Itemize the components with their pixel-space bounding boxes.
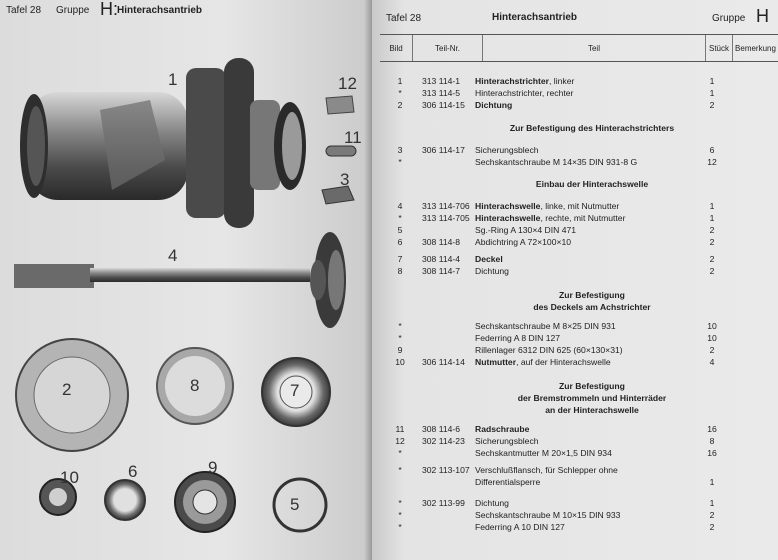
cell-stueck: 10 xyxy=(707,333,717,343)
cell-teil-nr: 306 114-17 xyxy=(422,145,465,155)
cell-stueck: 2 xyxy=(709,254,715,264)
column-header-stueck: Stück xyxy=(705,35,732,61)
cell-bild: 7 xyxy=(397,254,403,264)
cell-teil-bold: Hinterachswelle xyxy=(475,213,541,223)
callout-12: 12 xyxy=(338,74,357,93)
cell-bild: 3 xyxy=(397,145,403,155)
cell-teil xyxy=(475,521,565,533)
cell-teil xyxy=(475,356,611,368)
section-heading: Einbau der Hinterachswelle xyxy=(535,179,649,189)
cell-teil-bold: Nutmutter xyxy=(475,357,517,367)
table-row xyxy=(372,200,778,212)
cell-bild: * xyxy=(398,498,402,508)
table-row xyxy=(372,521,778,533)
section-heading: an der Hinterachswelle xyxy=(545,405,639,415)
cell-teil-nr: 313 114-705 xyxy=(422,213,470,223)
cell-bild: * xyxy=(398,522,402,532)
table-row xyxy=(372,144,778,156)
cell-teil-rest: Verschlußflansch, für Schlepper ohne xyxy=(475,465,618,475)
table-row xyxy=(372,265,778,277)
table-row xyxy=(372,423,778,435)
table-row xyxy=(372,476,778,488)
cell-teil-rest: Sechskantschraube M 14×35 DIN 931-8 G xyxy=(475,157,638,167)
exploded-parts-drawing xyxy=(0,0,372,560)
cell-bild: 12 xyxy=(395,436,405,446)
callout-4: 4 xyxy=(168,246,178,265)
callout-10: 10 xyxy=(60,468,79,487)
table-row xyxy=(372,497,778,509)
cell-bild: * xyxy=(398,333,402,343)
table-row xyxy=(372,75,778,87)
section-heading: Zur Befestigung xyxy=(559,381,625,391)
cell-bild: 8 xyxy=(397,266,403,276)
cell-teil-rest: Abdichtring A 72×100×10 xyxy=(475,237,572,247)
table-row xyxy=(372,236,778,248)
cell-stueck: 1 xyxy=(709,498,715,508)
right-gruppe-label: Gruppe xyxy=(712,13,746,24)
cell-stueck: 2 xyxy=(709,266,715,276)
cell-teil-nr: 306 114-15 xyxy=(422,100,465,110)
table-row xyxy=(372,332,778,344)
cell-teil xyxy=(475,509,620,521)
table-row xyxy=(372,156,778,168)
cell-stueck: 1 xyxy=(709,477,715,487)
table-row xyxy=(372,253,778,265)
cell-stueck: 1 xyxy=(709,213,715,223)
cell-teil xyxy=(475,144,539,156)
cell-bild: 5 xyxy=(397,225,403,235)
table-row xyxy=(372,356,778,368)
cell-teil-rest: , auf der Hinterachswelle xyxy=(516,357,611,367)
cell-teil xyxy=(475,99,512,111)
cell-stueck: 2 xyxy=(709,345,715,355)
right-page-parts-list xyxy=(372,0,778,560)
cell-teil-nr: 302 113-107 xyxy=(422,465,470,475)
callout-11: 11 xyxy=(344,128,362,147)
left-gruppe-letter: H: xyxy=(100,0,118,19)
cell-teil xyxy=(475,253,503,265)
cell-teil-nr: 302 114-23 xyxy=(422,436,465,446)
cell-stueck: 2 xyxy=(709,510,715,520)
cell-teil xyxy=(475,156,637,168)
callout-1: 1 xyxy=(168,70,178,89)
cell-stueck: 12 xyxy=(707,157,717,167)
cell-teil xyxy=(475,447,612,459)
cell-teil-rest: Federring A 8 DIN 127 xyxy=(475,333,561,343)
cell-teil-rest: Sechskantmutter M 20×1,5 DIN 934 xyxy=(475,448,612,458)
left-page-title: Hinterachsantrieb xyxy=(117,5,203,16)
cell-teil xyxy=(475,497,509,509)
table-row xyxy=(372,99,778,111)
cell-bild: 10 xyxy=(395,357,405,367)
callout-5: 5 xyxy=(290,495,300,514)
cell-bild: * xyxy=(398,448,402,458)
table-row xyxy=(372,212,778,224)
table-row xyxy=(372,87,778,99)
cell-stueck: 2 xyxy=(709,100,715,110)
cell-bild: * xyxy=(398,321,402,331)
column-header-teil-nr: Teil-Nr. xyxy=(412,35,482,61)
cell-teil-rest: Sg.-Ring A 130×4 DIN 471 xyxy=(475,225,577,235)
callout-7: 7 xyxy=(290,381,300,400)
cell-bild: 9 xyxy=(397,345,403,355)
cell-stueck: 8 xyxy=(709,436,715,446)
table-row xyxy=(372,320,778,332)
cell-teil-rest: Sicherungsblech xyxy=(475,436,539,446)
cell-teil-bold: Deckel xyxy=(475,254,503,264)
section-heading: Zur Befestigung xyxy=(559,290,625,300)
circlip xyxy=(274,479,326,531)
section-heading: der Bremstrommeln und Hinterräder xyxy=(517,393,667,403)
cell-teil xyxy=(475,265,509,277)
cell-teil xyxy=(475,320,616,332)
cell-stueck: 2 xyxy=(709,225,715,235)
cell-teil-nr: 308 114-8 xyxy=(422,237,461,247)
callout-9: 9 xyxy=(208,458,218,477)
left-tafel-label: Tafel 28 xyxy=(6,5,42,16)
cell-teil xyxy=(475,224,576,236)
cell-teil xyxy=(475,212,625,224)
callout-2: 2 xyxy=(62,380,72,399)
cell-bild: 11 xyxy=(395,424,405,434)
right-gruppe-letter: H xyxy=(756,6,769,26)
right-tafel-label: Tafel 28 xyxy=(386,13,422,24)
cell-teil-rest: Sechskantschraube M 10×15 DIN 933 xyxy=(475,510,621,520)
cell-teil-rest: Sechskantschraube M 8×25 DIN 931 xyxy=(475,321,616,331)
cell-bild: * xyxy=(398,465,402,475)
axle-trumpet-housing xyxy=(20,58,306,228)
cell-teil xyxy=(475,75,574,87)
cell-bild: * xyxy=(398,157,402,167)
cell-teil xyxy=(475,423,529,435)
section-heading: des Deckels am Achstrichter xyxy=(533,302,651,312)
table-row xyxy=(372,447,778,459)
cell-teil-nr: 308 114-7 xyxy=(422,266,461,276)
cell-teil-rest: , rechte, mit Nutmutter xyxy=(540,213,626,223)
cell-teil-rest: , linker xyxy=(549,76,575,86)
cell-teil xyxy=(475,332,560,344)
left-gruppe-label: Gruppe xyxy=(56,5,90,16)
column-header-bild: Bild xyxy=(389,43,403,53)
cell-teil-nr: 313 114-5 xyxy=(422,88,461,98)
cell-teil-nr: 308 114-6 xyxy=(422,424,461,434)
callout-6: 6 xyxy=(128,462,138,481)
column-header-bemerkung: Bemerkung xyxy=(732,35,778,61)
table-row xyxy=(372,344,778,356)
cell-teil-rest: Rillenlager 6312 DIN 625 (60×130×31) xyxy=(475,345,623,355)
cell-teil-rest: Differentialsperre xyxy=(475,477,541,487)
cell-stueck: 1 xyxy=(709,201,715,211)
cell-teil-bold: Hinterachstrichter xyxy=(475,76,550,86)
cell-bild: 6 xyxy=(397,237,403,247)
cell-teil-rest: Dichtung xyxy=(475,498,509,508)
cell-stueck: 1 xyxy=(709,76,715,86)
cell-teil-bold: Hinterachswelle xyxy=(475,201,541,211)
cell-stueck: 1 xyxy=(709,88,715,98)
cell-bild: * xyxy=(398,88,402,98)
cell-teil xyxy=(475,344,623,356)
cell-teil-rest: Sicherungsblech xyxy=(475,145,539,155)
section-heading: Zur Befestigung des Hinterachstrichters xyxy=(509,123,675,133)
cell-bild: * xyxy=(398,510,402,520)
table-row xyxy=(372,435,778,447)
cell-stueck: 10 xyxy=(707,321,717,331)
cell-bild: 1 xyxy=(397,76,403,86)
cell-teil-rest: , linke, mit Nutmutter xyxy=(540,201,620,211)
table-row xyxy=(372,464,778,476)
cell-teil-nr: 313 114-706 xyxy=(422,201,470,211)
cell-teil xyxy=(475,435,539,447)
cell-teil-rest: Federring A 10 DIN 127 xyxy=(475,522,565,532)
column-header-teil: Teil xyxy=(482,35,705,61)
cell-teil xyxy=(475,476,540,488)
cell-teil xyxy=(475,87,573,99)
right-page-title: Hinterachsantrieb xyxy=(492,12,578,23)
cell-teil-nr: 308 114-4 xyxy=(422,254,461,264)
callout-3: 3 xyxy=(340,170,350,189)
cell-teil-nr: 306 114-14 xyxy=(422,357,465,367)
cell-stueck: 2 xyxy=(709,237,715,247)
cell-teil-bold: Dichtung xyxy=(475,100,513,110)
cell-teil xyxy=(475,236,571,248)
cell-teil xyxy=(475,200,619,212)
cell-bild: * xyxy=(398,213,402,223)
cell-teil-bold: Radschraube xyxy=(475,424,530,434)
callout-8: 8 xyxy=(190,376,200,395)
cell-stueck: 4 xyxy=(709,357,715,367)
table-row xyxy=(372,224,778,236)
cell-teil-rest: Dichtung xyxy=(475,266,509,276)
left-page-illustration xyxy=(0,0,372,560)
locking-plate-small xyxy=(326,96,354,114)
cell-stueck: 16 xyxy=(707,448,717,458)
table-row xyxy=(372,509,778,521)
axle-shaft xyxy=(14,232,346,328)
cell-bild: 4 xyxy=(397,201,403,211)
cell-teil-rest: Hinterachstrichter, rechter xyxy=(475,88,574,98)
cell-bild: 2 xyxy=(397,100,403,110)
cell-teil xyxy=(475,464,618,476)
cell-stueck: 6 xyxy=(709,145,715,155)
cell-teil-nr: 313 114-1 xyxy=(422,76,461,86)
cell-stueck: 2 xyxy=(709,522,715,532)
parts-table-header xyxy=(380,34,778,62)
cell-stueck: 16 xyxy=(707,424,717,434)
cell-teil-nr: 302 113-99 xyxy=(422,498,465,508)
